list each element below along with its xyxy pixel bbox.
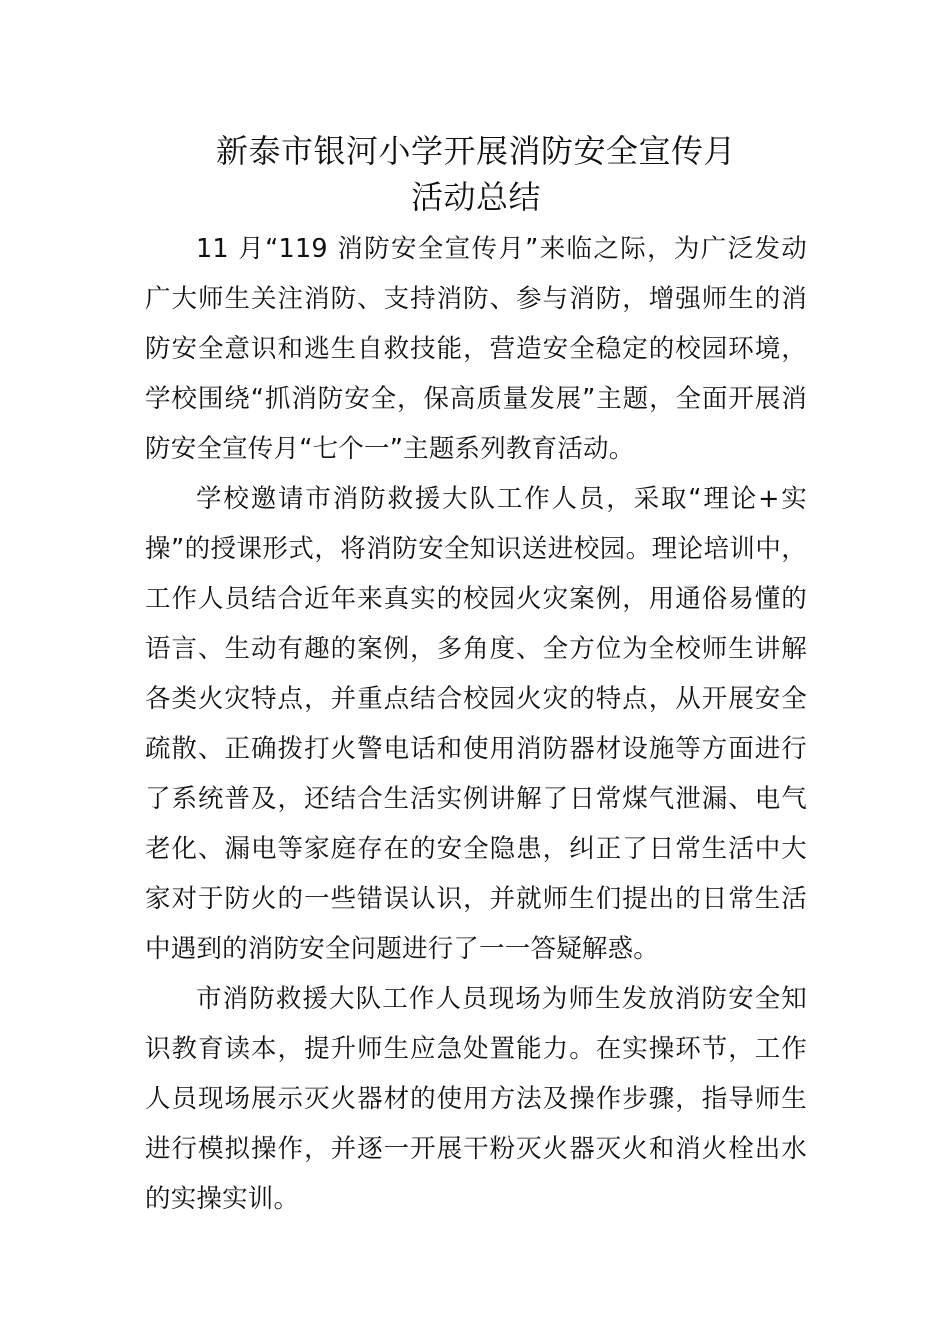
title-line-2: 活动总结 (410, 178, 541, 216)
document-body (145, 224, 807, 1224)
document-page (145, 128, 807, 1224)
document-title (145, 128, 807, 220)
title-line-1: 新泰市银河小学开展消防安全宣传月 (215, 132, 736, 170)
paragraph-2: 学校邀请市消防救援大队工作人员，采取“理论+实操”的授课形式，将消防安全知识送进校园。理论培训中，工作人员结合近年来真实的校园火灾案例，用通俗易懂的语言、生动有趣的案例，多角度、全方位为全校师生讲解各类火灾特点，并重点结合校园火灾的特点，从开展安全疏散、正确拨打火警电话和使用消防器材设施等方面进行了系统普及，还结合生活实例讲解了日常煤气泄漏、电气老化、漏电等家庭存在的安全隐患，纠正了日常生活中大家对于防火的一些错误认识，并就师生们提出的日常生活中遇到的消防安全问题进行了一一答疑解惑。 (145, 484, 807, 964)
paragraph-1: 11 月“119 消防安全宣传月”来临之际，为广泛发动广大师生关注消防、支持消防、参与消防，增强师生的消防安全意识和逃生自救技能，营造安全稳定的校园环境，学校围绕“抓消防安全，保高质量发展”主题，全面开展消防安全宣传月“七个一”主题系列教育活动。 (145, 234, 807, 464)
paragraph-3: 市消防救援大队工作人员现场为师生发放消防安全知识教育读本，提升师生应急处置能力。在实操环节，工作人员现场展示灭火器材的使用方法及操作步骤，指导师生进行模拟操作，并逐一开展干粉灭火器灭火和消火栓出水的实操实训。 (145, 984, 807, 1214)
